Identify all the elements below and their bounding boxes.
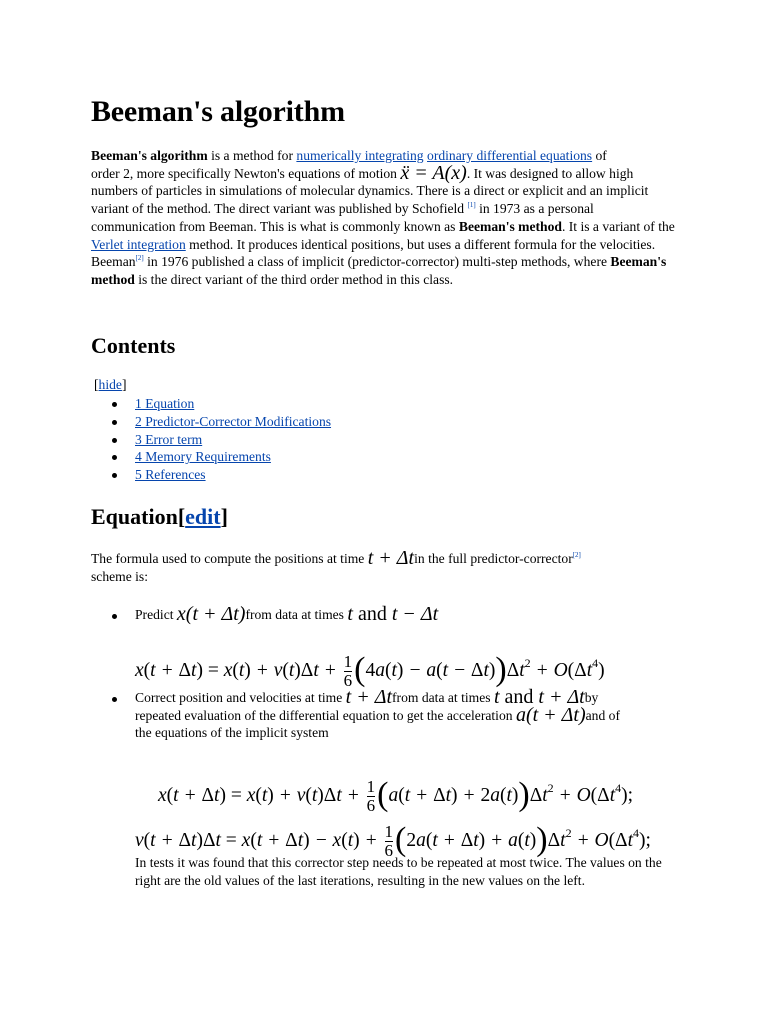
toc-link-references[interactable]: 5 References [135, 467, 206, 483]
math-acceleration: a(t + Δt) [515, 703, 586, 726]
link-ordinary-differential-equations[interactable]: ordinary differential equations [427, 148, 593, 163]
math-t: t [493, 686, 500, 708]
toc-link-equation[interactable]: 1 Equation [135, 396, 195, 411]
intro-text: order 2, more specifically Newton's equations of motion [91, 165, 401, 181]
math-and: and [352, 603, 392, 625]
intro-text: of [592, 148, 607, 163]
intro-text: high numbers of particles in simulations of molecular dynamics. There is a direct or explicit and an implicit variant of the method. The direct variant was published by Schofield [91, 165, 649, 217]
predict-line [135, 603, 695, 625]
math-equation-of-motion: ẍ = A(x) [400, 161, 467, 184]
bracket: ] [220, 504, 228, 529]
toc-link-memory[interactable]: 4 Memory Requirements [135, 449, 271, 465]
text: Correct position and velocities at time [135, 690, 346, 705]
bracket: [ [177, 504, 186, 529]
link-numerically-integrating[interactable]: numerically integrating [296, 148, 424, 163]
math-x-t-plus-dt: x(t + Δt) [176, 603, 246, 625]
corrector-position-equation: x(t + Δt) = x(t) + v(t)Δt + $\frac{1}{6}$ $(a(t + \Delta t) + 2a(t))\Delta t^2 + O(\Delta t^4)$; [158, 776, 634, 816]
intro-text: in 1973 as a personal communication from Beeman. This is what is commonly known as [91, 201, 594, 234]
math-t-plus-dt: t + Δt [345, 686, 393, 708]
equation-heading-text: Equation [91, 504, 178, 529]
math-t-plus-dt: t + Δt [367, 547, 415, 569]
toc-hide-toggle [94, 376, 126, 394]
text: Predict [135, 607, 177, 622]
intro-bold: Beeman's method [91, 254, 667, 287]
text: in the full predictor-corrector [414, 551, 573, 566]
toc-item [108, 413, 331, 431]
predictor-equation: x(t + Δt) = x(t) + v(t)Δt + $\frac{1}{6}$ $(4a(t) - a(t - \Delta t))\Delta t^2 + O(\Delta t^4)$ [135, 651, 605, 691]
toc-item [108, 466, 331, 484]
hide-link[interactable]: hide [98, 377, 122, 392]
toc-item [108, 448, 331, 466]
toc-item [108, 431, 331, 449]
text: The formula used to compute the positions at time [91, 551, 368, 566]
text: repeated evaluation of the differential equation to get the acceleration [135, 707, 516, 723]
text: and of [585, 707, 620, 723]
intro-text: . It is a variant of the [561, 218, 675, 234]
formula-intro-paragraph [91, 547, 681, 585]
bracket: [ [94, 377, 99, 392]
math-and: and [499, 686, 539, 708]
toc-link-error-term[interactable]: 3 Error term [135, 431, 203, 447]
bracket: ] [121, 377, 127, 392]
edit-link[interactable]: edit [185, 504, 221, 529]
page-title: Beeman's algorithm [91, 95, 345, 128]
table-of-contents [108, 395, 331, 484]
toc-item [108, 395, 331, 413]
math-t-minus-dt: t − Δt [391, 603, 439, 625]
reference-1[interactable]: [1] [467, 201, 476, 210]
math-t: t [347, 603, 353, 625]
toc-link-predictor-corrector[interactable]: 2 Predictor-Corrector Modifications [135, 413, 332, 429]
intro-text: method. It produces identical positions, but uses a different formula for the velocities. Beeman [91, 236, 656, 270]
text: by [584, 690, 599, 705]
link-verlet-integration[interactable]: Verlet integration [91, 236, 186, 252]
equation-heading [91, 502, 228, 532]
bullet [112, 697, 117, 702]
corrector-velocity-equation: v(t + Δt)Δt = x(t + Δt) − x(t) + $\frac{1}{6}$ $(2a(t + \Delta t) + a(t))\Delta t^2 + O(\Delta t^4)$; [135, 821, 651, 861]
intro-text: . It was designed to allow [466, 165, 606, 181]
text: from data at times [245, 607, 348, 622]
intro-paragraph [91, 147, 681, 289]
contents-heading: Contents [91, 333, 176, 358]
intro-text: is the direct variant of the third order method in this class. [134, 271, 454, 287]
intro-text: in 1976 published a class of implicit (predictor-corrector) multi-step methods, where [143, 254, 611, 270]
bullet [112, 614, 117, 619]
correct-paragraph [135, 686, 695, 742]
text: the equations of the implicit system [135, 725, 329, 741]
intro-bold: Beeman's method [458, 218, 562, 234]
intro-text: is a method for [207, 148, 297, 163]
text: scheme is: [91, 568, 149, 584]
reference-2[interactable]: [2] [135, 254, 144, 263]
intro-bold-lead: Beeman's algorithm [91, 148, 208, 163]
reference-2[interactable]: [2] [572, 551, 581, 559]
text: from data at times [392, 690, 494, 705]
tests-paragraph: In tests it was found that this corrector step needs to be repeated at most twice. The values on the right are the old values of the last iterations, resulting in the new values on the left. [135, 855, 662, 888]
math-t-plus-dt: t + Δt [538, 686, 585, 708]
